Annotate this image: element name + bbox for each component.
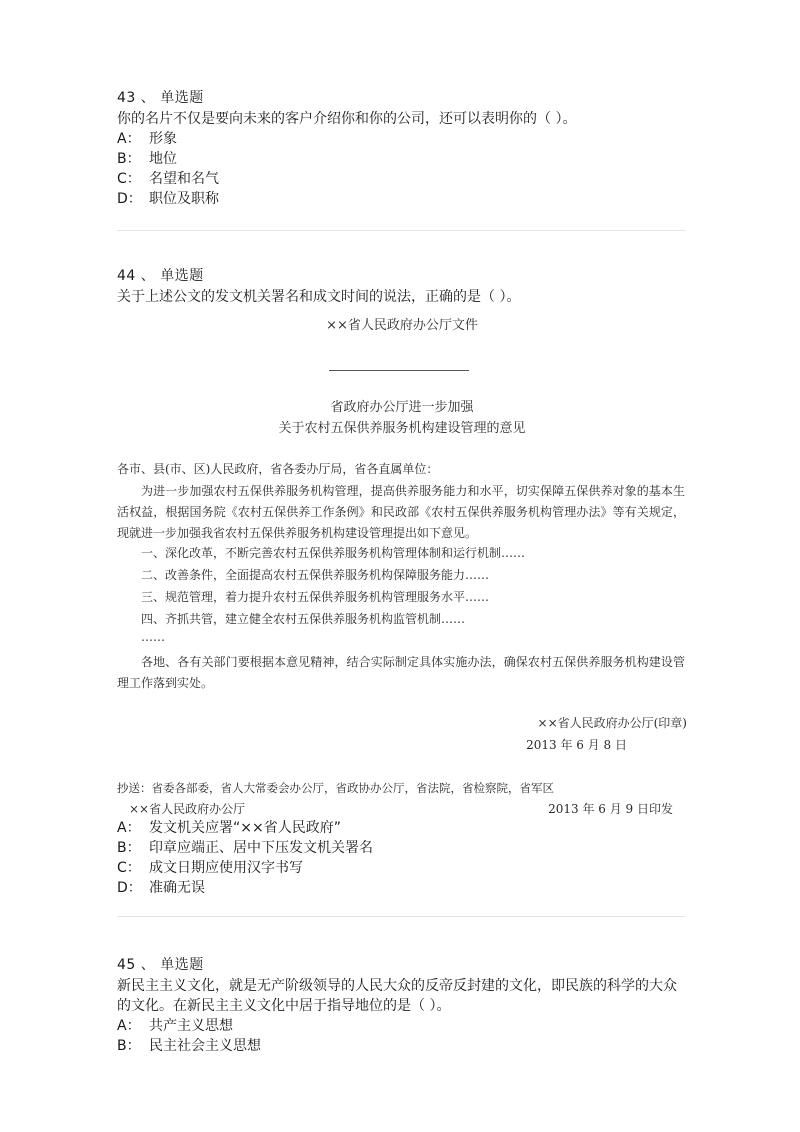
- document-date: 2013 年 6 月 8 日: [526, 738, 627, 752]
- document-scan: [117, 314, 687, 814]
- question-43: [117, 88, 687, 209]
- document-item-2: 二、改善条件，全面提高农村五保供养服务机构保障服务能力……: [141, 568, 490, 582]
- option-a[interactable]: A： 形象: [117, 131, 177, 147]
- option-b[interactable]: B： 民主社会主义思想: [117, 1038, 261, 1054]
- document-org-header: ××省人民政府办公厅文件: [326, 318, 478, 333]
- document-salutation: 各市、县(市、区)人民政府，省各委办厅局，省各直属单位：: [117, 462, 439, 476]
- option-b[interactable]: B： 印章应端正、居中下压发文机关署名: [117, 840, 373, 856]
- option-d[interactable]: D： 职位及职称: [117, 191, 219, 207]
- document-signature: ××省人民政府办公厅(印章): [537, 716, 687, 730]
- question-45-header: 45 、 单选题: [117, 957, 204, 973]
- question-44: [117, 266, 687, 307]
- divider: [117, 916, 685, 917]
- document-cc: 抄送：省委各部委，省人大常委会办公厅，省政协办公厅，省法院，省检察院，省军区: [117, 781, 554, 795]
- document-closing: 各地、各有关部门要根据本意见精神，结合实际制定具体实施办法，确保农村五保供养服务机构建设管理工作落到实处。: [117, 655, 685, 690]
- document-title-line2: 关于农村五保供养服务机构建设管理的意见: [278, 421, 526, 436]
- question-44-options: [117, 818, 687, 898]
- document-item-3: 三、规范管理，着力提升农村五保供养服务机构管理服务水平……: [141, 590, 490, 604]
- option-d[interactable]: D： 准确无误: [117, 880, 205, 896]
- question-45-text: 新民主主义文化，就是无产阶级领导的人民大众的反帝反封建的文化，即民族的科学的大众的文化。在新民主主义文化中居于指导地位的是（ ）。: [117, 978, 677, 1014]
- question-45: [117, 955, 687, 1056]
- option-a[interactable]: A： 共产主义思想: [117, 1018, 233, 1034]
- option-a[interactable]: A： 发文机关应署“××省人民政府”: [117, 820, 341, 836]
- document-header-rule: [329, 370, 469, 371]
- option-c[interactable]: C： 名望和名气: [117, 171, 219, 187]
- document-issuer: ××省人民政府办公厅: [129, 802, 246, 816]
- document-item-1: 一、深化改革，不断完善农村五保供养服务机构管理体制和运行机制……: [141, 546, 526, 560]
- option-b[interactable]: B： 地位: [117, 151, 177, 167]
- document-item-4: 四、齐抓共管，建立健全农村五保供养服务机构监管机制……: [141, 612, 466, 626]
- question-43-text: 你的名片不仅是要向未来的客户介绍你和你的公司，还可以表明你的（ ）。: [117, 111, 577, 127]
- question-43-header: 43 、 单选题: [117, 90, 204, 106]
- document-body: 为进一步加强农村五保供养服务机构管理，提高供养服务能力和水平，切实保障五保供养对象的基本生活权益，根据国务院《农村五保供养工作条例》和民政部《农村五保供养服务机构管理办法》等有关规定，现就进一步加强我省农村五保供养服务机构建设管理提出如下意见。: [117, 484, 685, 540]
- divider: [117, 230, 685, 231]
- question-44-header: 44 、 单选题: [117, 268, 204, 284]
- document-title-line1: 省政府办公厅进一步加强: [330, 400, 474, 415]
- document-print-date: 2013 年 6 月 9 日印发: [548, 802, 673, 816]
- document-item-ellipsis: ……: [141, 630, 165, 644]
- option-c[interactable]: C： 成文日期应使用汉字书写: [117, 860, 303, 876]
- question-44-text: 关于上述公文的发文机关署名和成文时间的说法，正确的是（ ）。: [117, 289, 521, 305]
